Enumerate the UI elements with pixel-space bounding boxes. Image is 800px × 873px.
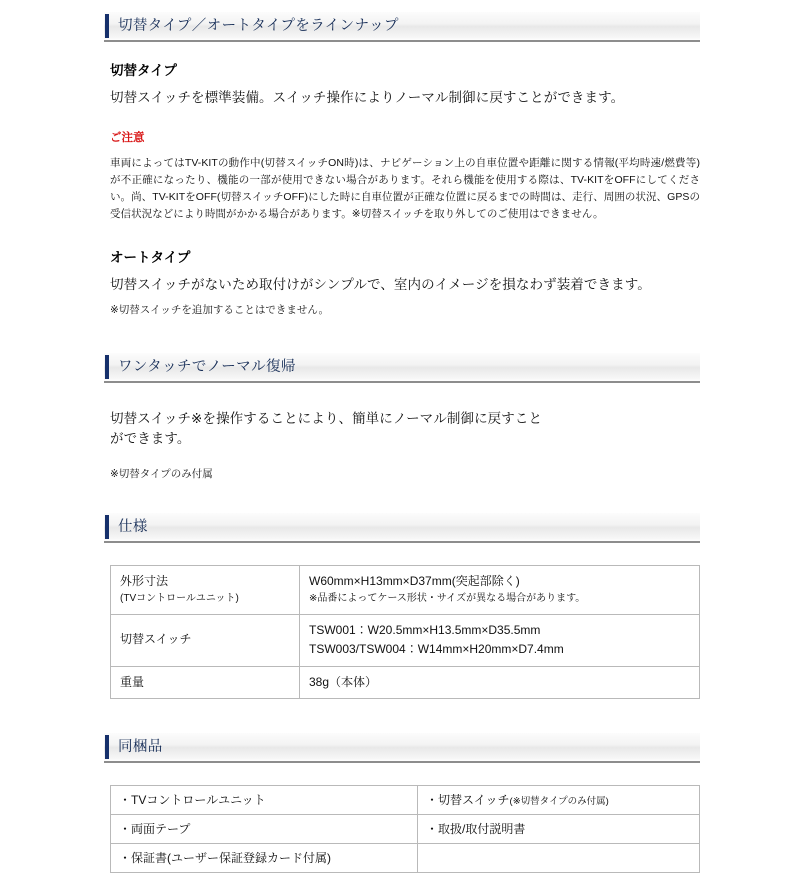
section-header-spec bbox=[104, 513, 700, 543]
spec-label-cell bbox=[111, 666, 300, 698]
spec-label-main: 切替スイッチ bbox=[120, 632, 192, 647]
section-title-bundle: 同梱品 bbox=[118, 738, 163, 755]
auto-type-note: ※切替スイッチを追加することはできません。 bbox=[110, 304, 330, 317]
spec-value-main: 38g（本体） bbox=[309, 674, 378, 689]
table-row bbox=[111, 785, 700, 814]
section-title-one-touch: ワンタッチでノーマル復帰 bbox=[118, 358, 296, 375]
one-touch-note: ※切替タイプのみ付属 bbox=[110, 468, 213, 481]
bundle-right-cell bbox=[418, 815, 700, 844]
bundle-left-cell: ・TVコントロールユニット bbox=[111, 785, 418, 814]
spec-table bbox=[110, 565, 700, 699]
table-row bbox=[111, 566, 700, 615]
spec-value-cell bbox=[300, 566, 700, 615]
header-accent-bar bbox=[105, 735, 109, 759]
bundle-right-sub: (※切替タイプのみ付属) bbox=[509, 795, 609, 807]
auto-type-heading: オートタイプ bbox=[110, 249, 191, 265]
auto-type-block bbox=[110, 249, 700, 319]
table-row bbox=[111, 614, 700, 666]
bundle-right-cell bbox=[418, 844, 700, 873]
spec-label-cell bbox=[111, 614, 300, 666]
section-header-one-touch bbox=[104, 353, 700, 383]
spec-label-sub: (TVコントロールユニット) bbox=[120, 593, 239, 605]
one-touch-line-2: ができます。 bbox=[110, 431, 191, 447]
spec-table-wrapper bbox=[110, 565, 700, 699]
switch-type-block bbox=[110, 62, 700, 108]
header-accent-bar bbox=[105, 14, 109, 38]
bundle-table bbox=[110, 785, 700, 873]
switch-type-description: 切替スイッチを標準装備。スイッチ操作によりノーマル制御に戻すことができます。 bbox=[110, 90, 625, 106]
header-accent-bar bbox=[105, 515, 109, 539]
bundle-right-cell bbox=[418, 785, 700, 814]
spec-label-main: 重量 bbox=[120, 674, 145, 689]
bundle-left-cell: ・保証書(ユーザー保証登録カード付属) bbox=[111, 844, 418, 873]
one-touch-line-1: 切替スイッチ※を操作することにより、簡単にノーマル制御に戻すこと bbox=[110, 410, 543, 426]
section-title-spec: 仕様 bbox=[118, 518, 148, 535]
caution-body: 車両によってはTV-KITの動作中(切替スイッチON時)は、ナビゲーション上の自車位置や距離に関する情報(平均時速/燃費等)が不正確になったり、機能の一部が使用できない場合があります。それら機能を使用する際は、TV-KITをOFFにしてください。尚、TV-KITをOFF(切替スイッチOFF)にした時に自車位置が正確な位置に戻るまでの時間は、走行、周囲の状況、GPSの受信状況などにより時間がかかる場合があります。※切替スイッチを取り外してのご使用はできません。 bbox=[110, 156, 700, 220]
table-row bbox=[111, 815, 700, 844]
bundle-table-wrapper bbox=[110, 785, 700, 873]
bundle-left-cell: ・両面テープ bbox=[111, 815, 418, 844]
spec-label-main: 外形寸法 bbox=[120, 574, 169, 589]
spec-value-note: ※品番によってケース形状・サイズが異なる場合があります。 bbox=[309, 593, 586, 605]
spec-value-cell bbox=[300, 666, 700, 698]
caution-title: ご注意 bbox=[110, 132, 145, 145]
section-header-bundle bbox=[104, 733, 700, 763]
bundle-right-main: ・取扱/取付説明書 bbox=[426, 822, 526, 837]
table-row bbox=[111, 844, 700, 873]
table-row bbox=[111, 666, 700, 698]
spec-value-note: TSW003/TSW004：W14mm×H20mm×D7.4mm bbox=[309, 642, 564, 657]
auto-type-description: 切替スイッチがないため取付けがシンプルで、室内のイメージを損なわず装着できます。 bbox=[110, 276, 651, 292]
one-touch-block bbox=[110, 409, 700, 483]
spec-value-cell bbox=[300, 614, 700, 666]
switch-type-heading: 切替タイプ bbox=[110, 63, 177, 78]
section-header-lineup bbox=[104, 12, 700, 42]
spec-value-main: W60mm×H13mm×D37mm(突起部除く) bbox=[309, 574, 520, 589]
spec-value-main: TSW001：W20.5mm×H13.5mm×D35.5mm bbox=[309, 622, 541, 637]
header-accent-bar bbox=[105, 355, 109, 379]
caution-block bbox=[110, 130, 700, 222]
bundle-right-main: ・切替スイッチ bbox=[426, 792, 510, 807]
spec-label-cell bbox=[111, 566, 300, 615]
section-title-lineup: 切替タイプ／オートタイプをラインナップ bbox=[118, 17, 399, 34]
